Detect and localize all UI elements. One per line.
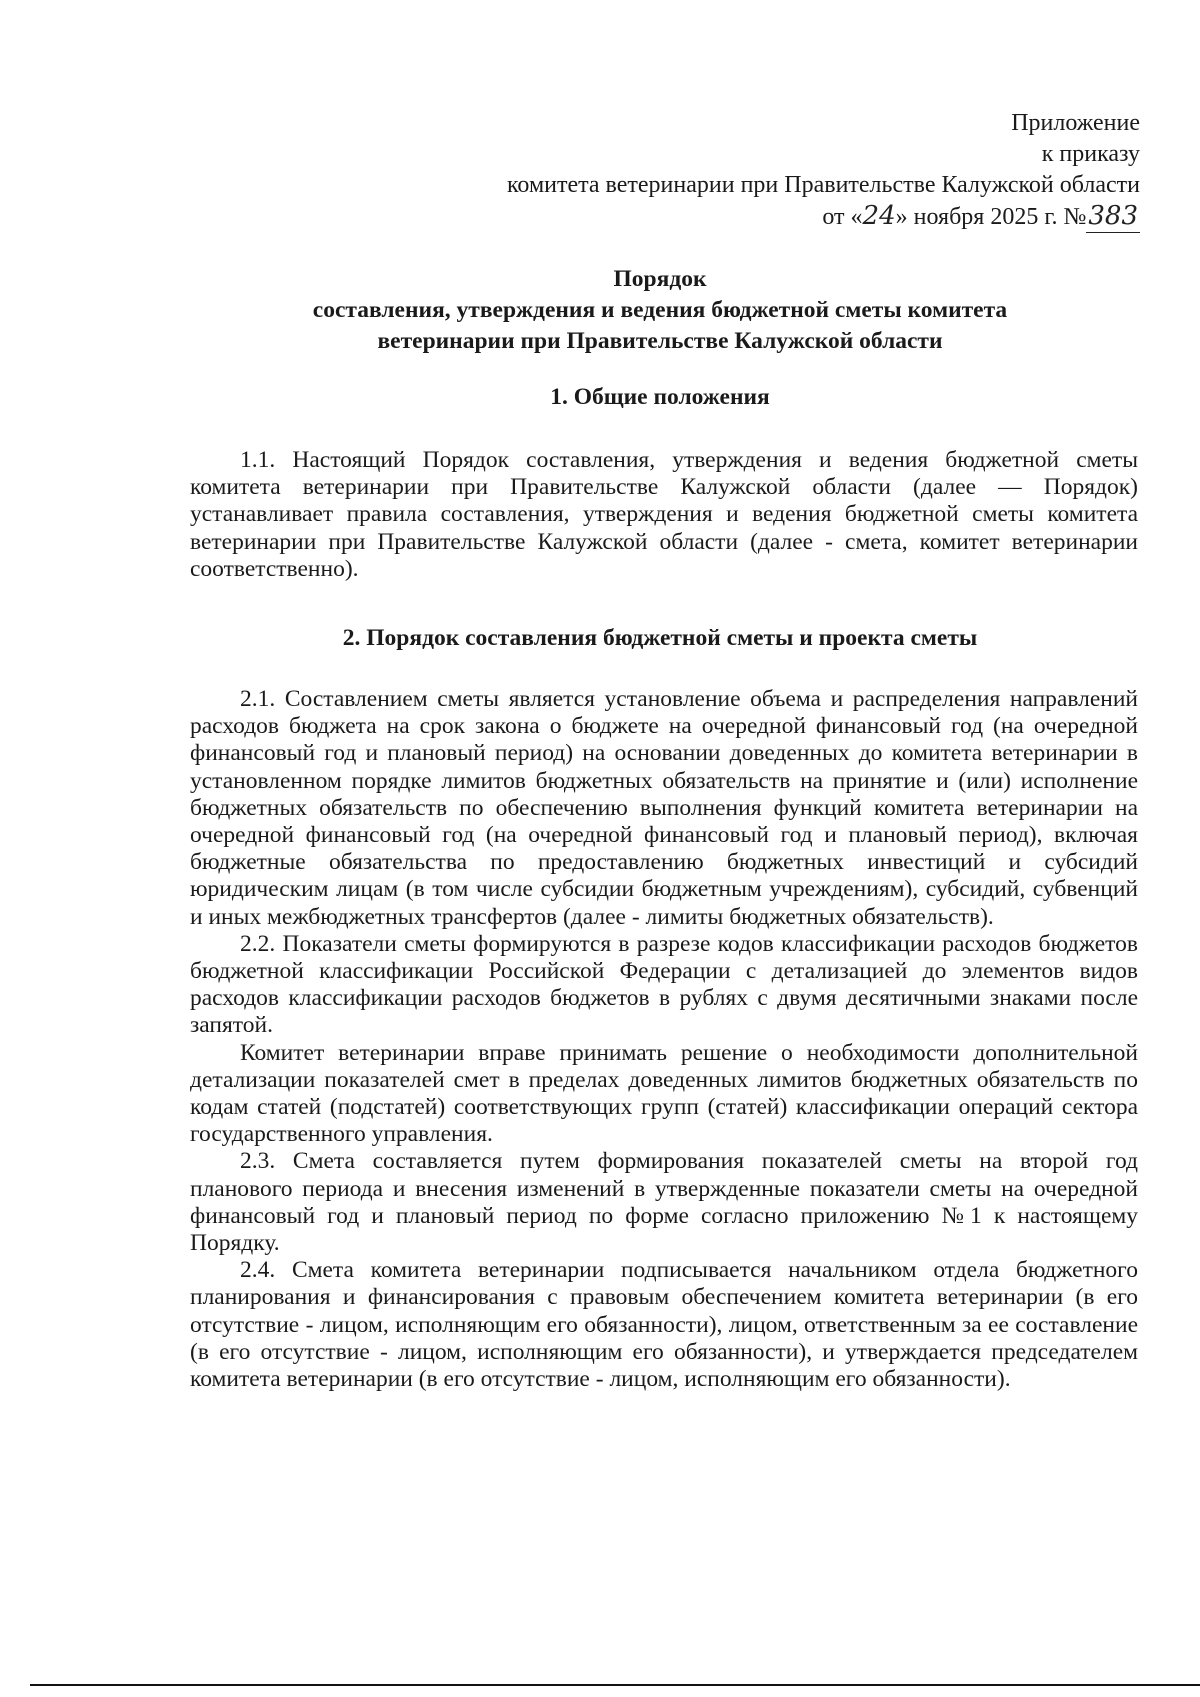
- appendix-to-order: к приказу: [1041, 141, 1140, 167]
- section-1-heading: 1. Общие положения: [550, 384, 770, 410]
- paragraph-2-4: 2.4. Смета комитета ветеринарии подписывается начальником отдела бюджетного планирования и финансирования с правовым обеспечением комитета ветеринарии (в его отсутствие - лицом, исполняющим его обязанности), лицом, ответственным за ее составление (в его отсутствие - лицом, исполняющим его обязанности), и утверждается председателем комитета ветеринарии (в его отсутствие - лицом, исполняющим его обязанности).: [190, 1257, 1138, 1393]
- page-bottom-rule: [30, 1684, 1200, 1686]
- appendix-header: [507, 108, 1140, 233]
- appendix-issuer: комитета ветеринарии при Правительстве Калужской области: [506, 172, 1140, 198]
- section-2-heading: 2. Порядок составления бюджетной сметы и проекта сметы: [342, 625, 978, 651]
- title-line-2: составления, утверждения и ведения бюджетной сметы комитета: [312, 297, 1008, 323]
- paragraph-2-2: 2.2. Показатели сметы формируются в разрезе кодов классификации расходов бюджетов бюджетной классификации Российской Федерации с детализацией до элементов видов расходов классификации расходов бюджетов в рублях с двумя десятичными знаками после запятой.: [190, 930, 1138, 1039]
- handwritten-order-number: 383: [1088, 201, 1138, 231]
- title-line-1: Порядок: [613, 266, 707, 292]
- document-title: [190, 264, 1130, 357]
- paragraph-1-1: 1.1. Настоящий Порядок составления, утверждения и ведения бюджетной сметы комитета ветеринарии при Правительстве Калужской области (далее — Порядок) устанавливает правила составления, утверждения и ведения бюджетной сметы комитета ветеринарии при Правительстве Калужской области (далее - смета, комитет ветеринарии соответственно).: [190, 447, 1138, 582]
- title-line-3: ветеринарии при Правительстве Калужской области: [377, 328, 943, 354]
- section-2-body: [190, 686, 1138, 1393]
- handwritten-day: 24: [862, 201, 896, 231]
- section-1-body: [190, 447, 1138, 583]
- appendix-label: Приложение: [1011, 110, 1140, 136]
- paragraph-2-2-note: Комитет ветеринарии вправе принимать решение о необходимости дополнительной детализации показателей смет в пределах доведенных лимитов бюджетных обязательств по кодам статей (подстатей) соответствующих групп (статей) классификации операций сектора государственного управления.: [190, 1039, 1138, 1148]
- date-month-year: » ноября 2025 г. №: [895, 204, 1087, 230]
- paragraph-2-3: 2.3. Смета составляется путем формирования показателей сметы на второй год планового периода и внесения изменений в утвержденные показатели сметы на очередной финансовый год и плановый период по форме согласно приложению №1 к настоящему Порядку.: [190, 1148, 1138, 1257]
- appendix-date-line: [507, 201, 1140, 233]
- date-prefix: от «: [822, 204, 863, 230]
- paragraph-2-1: 2.1. Составлением сметы является установление объема и распределения направлений расходов бюджета на срок закона о бюджете на очередной финансовый год (на очередной финансовый год и плановый период) на основании доведенных до комитета ветеринарии в установленном порядке лимитов бюджетных обязательств на принятие и (или) исполнение бюджетных обязательств по обеспечению выполнения функций комитета ветеринарии на очередной финансовый год (на очередной финансовый год и плановый период), включая бюджетные обязательства по предоставлению бюджетных инвестиций и субсидий юридическим лицам (в том числе субсидии бюджетным учреждениям), субсидий, субвенций и иных межбюджетных трансфертов (далее - лимиты бюджетных обязательств).: [190, 686, 1138, 930]
